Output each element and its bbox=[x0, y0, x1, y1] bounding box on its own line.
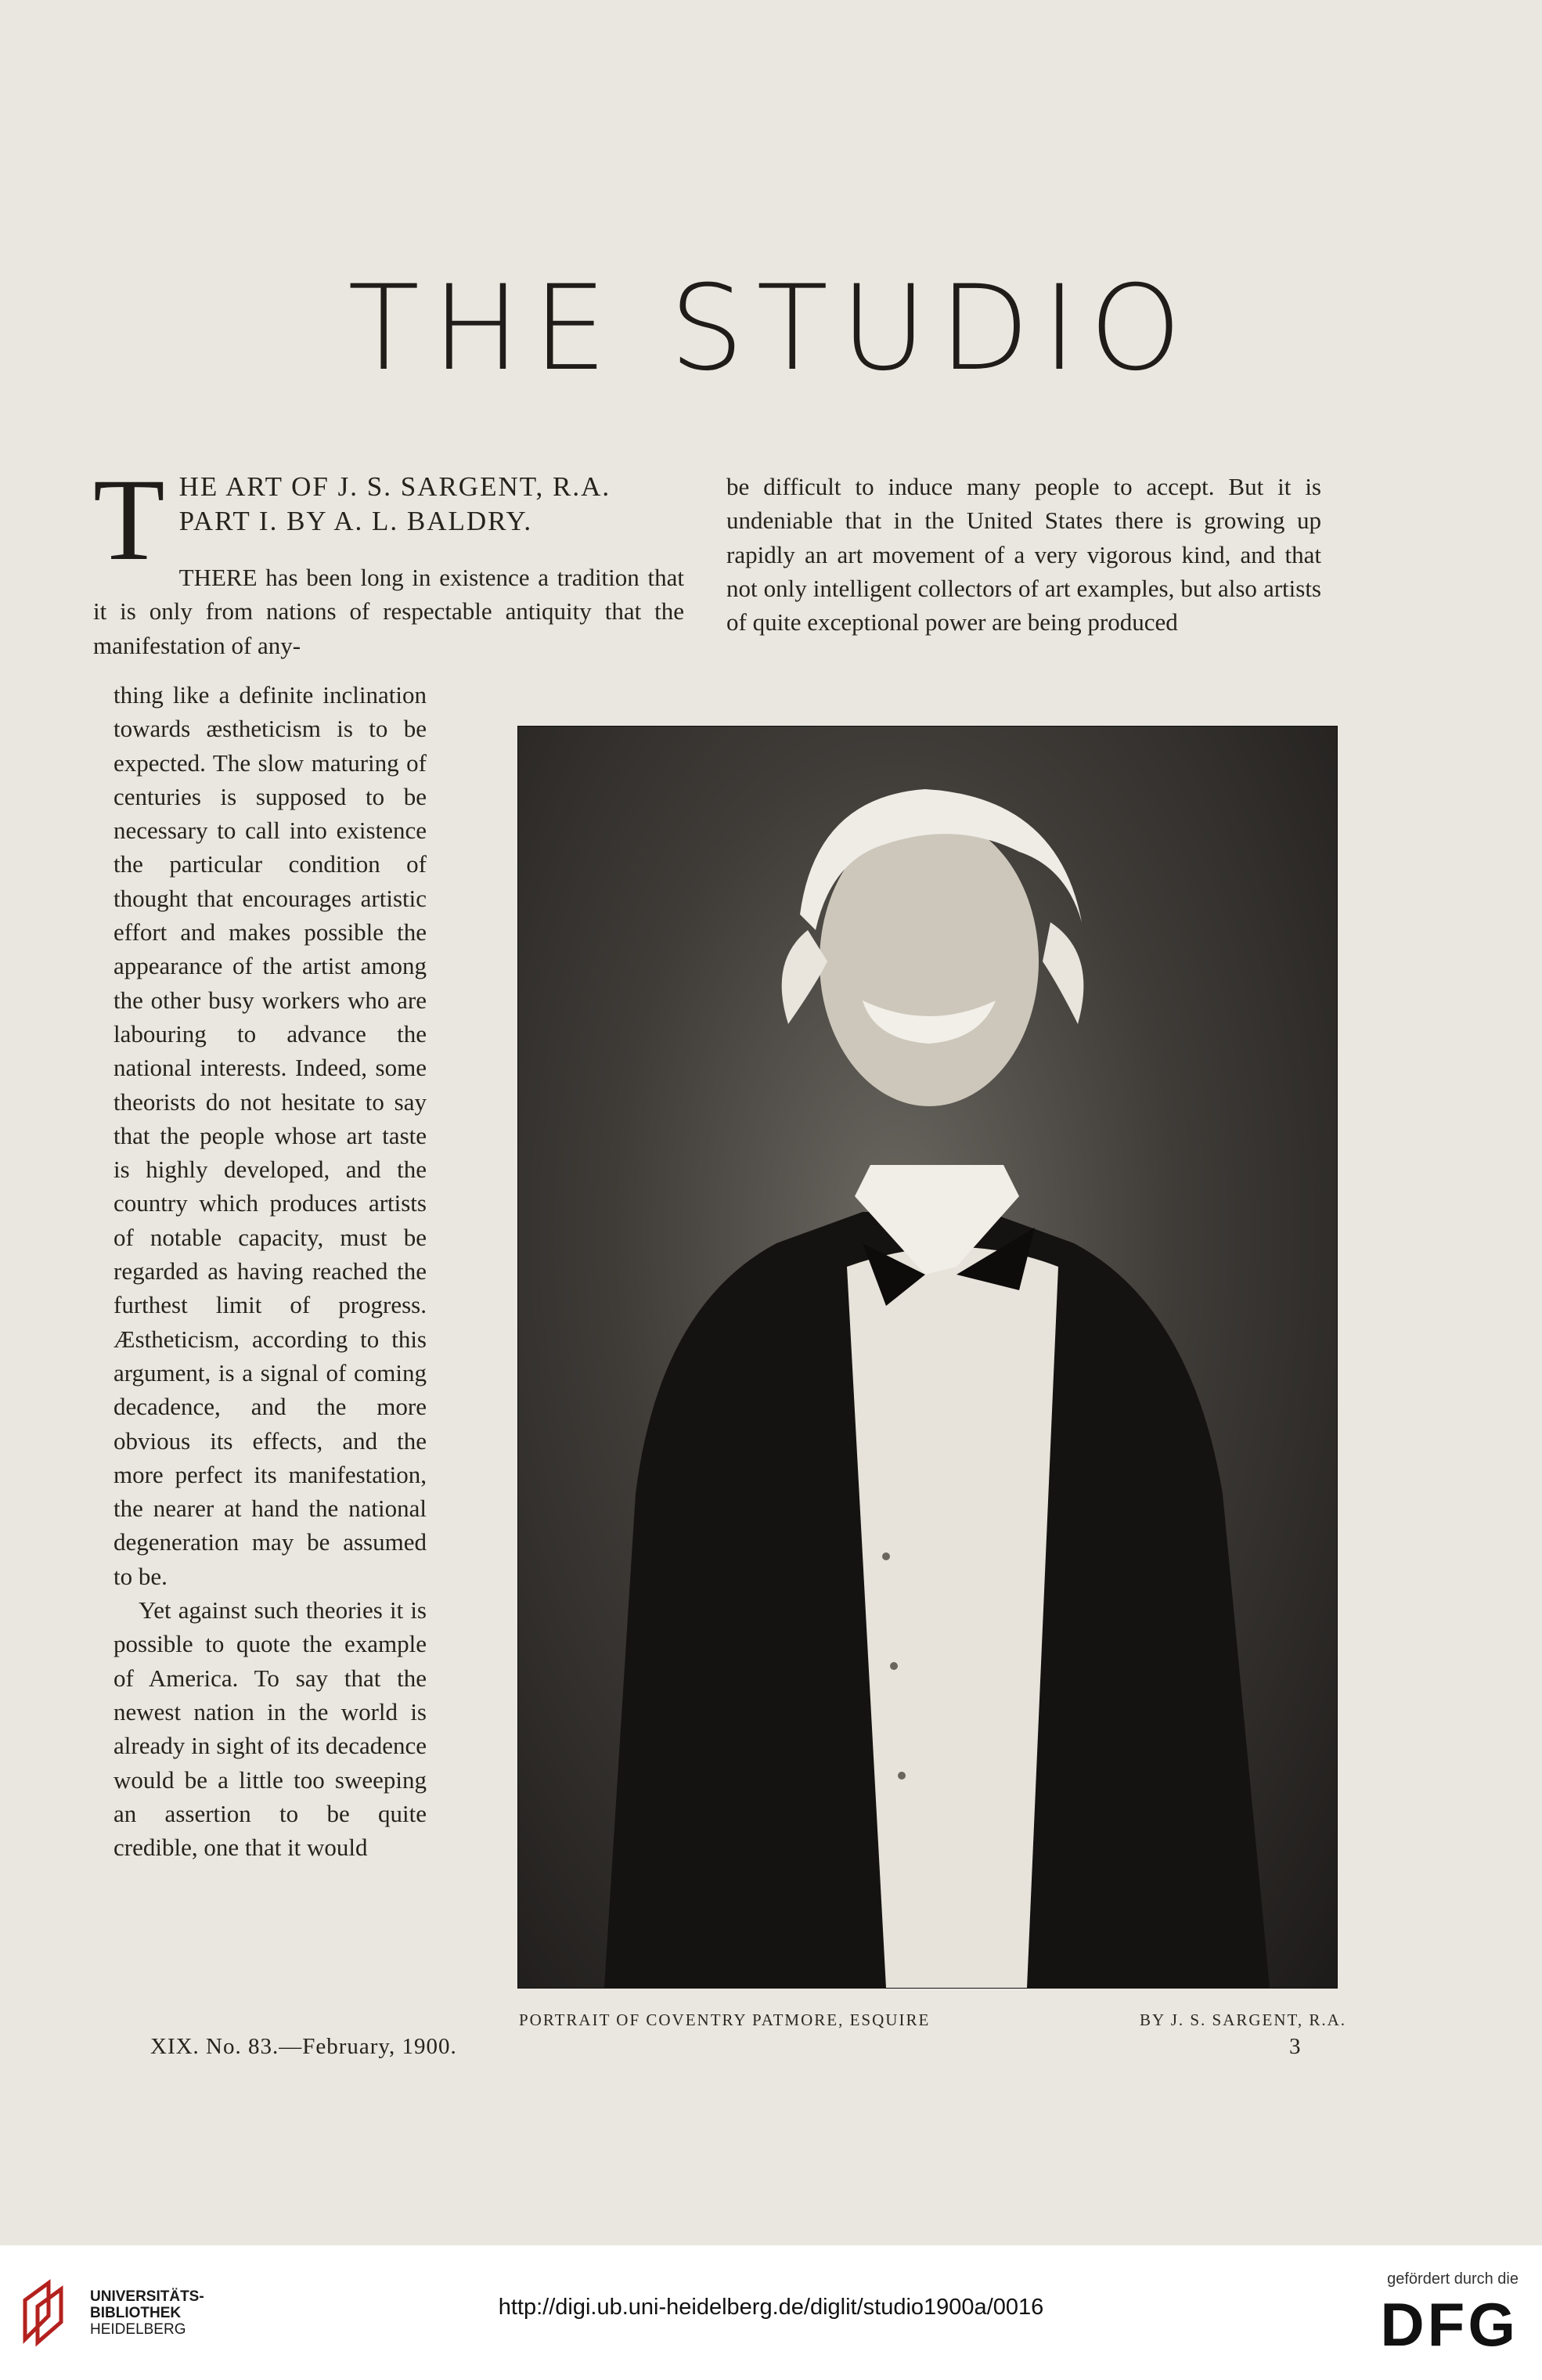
article-title-line-2: PART I. BY A. L. BALDRY. bbox=[178, 506, 533, 536]
article-title-line-1: HE ART OF J. S. SARGENT, R.A. bbox=[178, 471, 611, 502]
portrait-plate bbox=[517, 726, 1338, 1989]
library-name-line-3: HEIDELBERG bbox=[90, 2321, 186, 2338]
article-right-column bbox=[726, 470, 1321, 639]
article-left-column bbox=[93, 455, 684, 662]
body-paragraph-1: thing like a definite inclination towards æstheticism is to be expected. The slow maturing of centuries is supposed to be necessary to call into existence the particular condition of thought that encourages artistic effort and makes possible the appearance of the artist among the other busy workers who are labouring to advance the national interests. Indeed, some theorists do not hesitate to say that the people whose art taste is highly developed, and the country which produces artists of notable capacity, must be regarded as having reached the furthest limit of progress. Æstheticism, according to this argument, is a signal of coming decadence, and the more obvious its effects, and the more perfect its manifestation, the nearer at hand the national degeneration may be assumed to be. bbox=[113, 681, 427, 1590]
right-paragraph: be difficult to induce many people to accept. But it is undeniable that in the United States there is growing up rapidly an art movement of a very vigorous kind, and that not only intelligent collectors of art examples, but also artists of quite exceptional power are being produced bbox=[726, 473, 1321, 636]
plate-caption-title: PORTRAIT OF COVENTRY PATMORE, ESQUIRE bbox=[519, 2010, 931, 2029]
portrait-illustration bbox=[518, 727, 1337, 1988]
source-url-link[interactable]: http://digi.ub.uni-heidelberg.de/diglit/studio1900a/0016 bbox=[498, 2295, 1044, 2320]
article-title bbox=[93, 470, 684, 539]
funding-note: gefördert durch die bbox=[1387, 2270, 1519, 2288]
dfg-logo: DFG bbox=[1380, 2290, 1519, 2359]
library-name-line-1: UNIVERSITÄTS- bbox=[90, 2288, 204, 2305]
digitization-footer bbox=[0, 2245, 1542, 2380]
article-narrow-column bbox=[113, 678, 427, 1864]
drop-cap: T bbox=[93, 455, 165, 585]
masthead: THE STUDIO bbox=[348, 261, 1194, 397]
folio-issue-line: XIX. No. 83.—February, 1900. bbox=[150, 2034, 457, 2059]
lead-paragraph: THERE has been long in existence a tradition that it is only from nations of respectable antiquity that the manifestation of any- bbox=[93, 564, 684, 659]
plate-caption-artist: BY J. S. SARGENT, R.A. bbox=[1140, 2010, 1346, 2029]
body-paragraph-2: Yet against such theories it is possible to quote the example of America. To say that the newest nation in the world is already in sight of its decadence would be a little too sweeping an assertion to be quite credible, one that it would bbox=[113, 1596, 427, 1862]
page-number: 3 bbox=[1289, 2034, 1302, 2059]
library-name-line-2: BIBLIOTHEK bbox=[90, 2305, 182, 2321]
